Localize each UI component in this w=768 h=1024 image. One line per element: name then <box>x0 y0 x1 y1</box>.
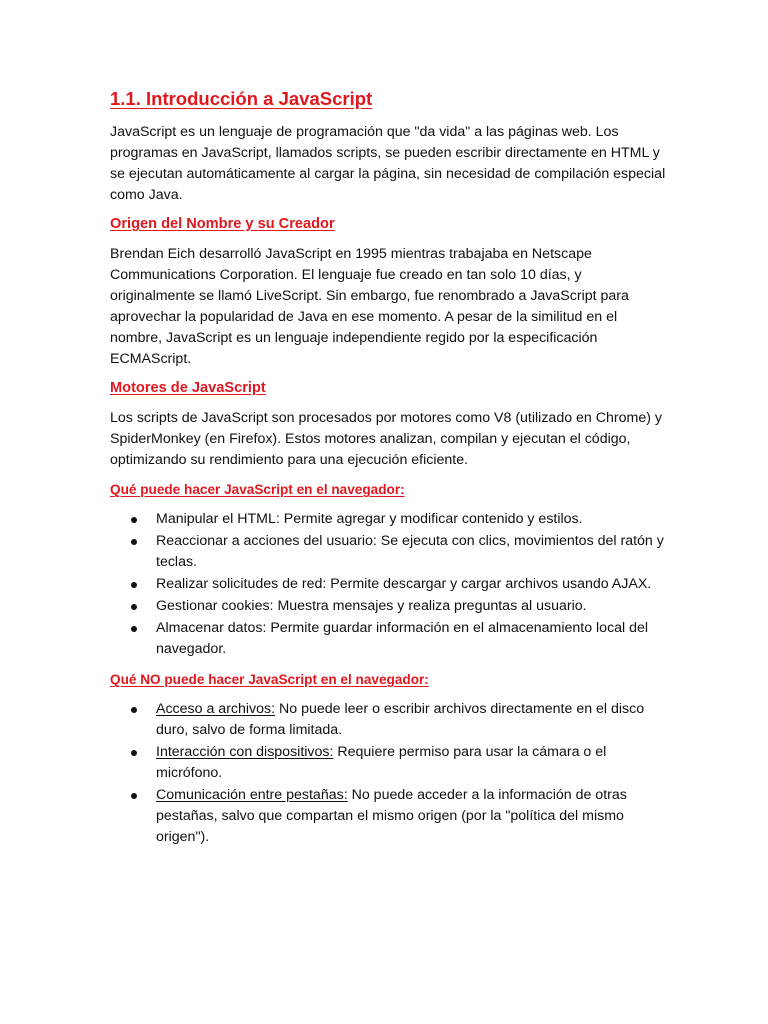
list-item-text: Realizar solicitudes de red: Permite descargar y cargar archivos usando AJAX. <box>156 576 652 592</box>
bullet-icon <box>131 604 137 610</box>
motores-paragraph: Los scripts de JavaScript son procesados por motores como V8 (utilizado en Chrome) y SpiderMonkey (en Firefox). Estos motores analizan, compilan y ejecutan el código, optimizando su rendimiento para una ejecución eficiente. <box>110 410 662 468</box>
list-item-text: Gestionar cookies: Muestra mensajes y realiza preguntas al usuario. <box>156 598 587 614</box>
list-item-text: Requiere permiso para usar la cámara o el micrófono. <box>156 744 607 781</box>
origen-paragraph: Brendan Eich desarrolló JavaScript en 1995 mientras trabajaba en Netscape Communications Corporation. El lenguaje fue creado en tan solo 10 días, y originalmente se llamó LiveScript. Sin embargo, fue renombrado a JavaScript para aprovechar la popularidad de Java en ese momento. A pesar de la similitud en el nombre, JavaScript es un lenguaje independiente regido por la especificación ECMAScript. <box>110 246 629 367</box>
intro-paragraph: JavaScript es un lenguaje de programación que "da vida" a las páginas web. Los programas en JavaScript, llamados scripts, se pueden escribir directamente en HTML y se ejecutan automáticamente al cargar la página, sin necesidad de compilación especial como Java. <box>110 124 666 203</box>
list-item <box>156 596 668 617</box>
bullet-icon <box>131 517 137 523</box>
list-item <box>156 531 668 573</box>
list-item <box>156 699 668 741</box>
bullet-icon <box>131 539 137 545</box>
list-item-text: Almacenar datos: Permite guardar información en el almacenamiento local del navegador. <box>156 620 649 657</box>
origen-heading: Origen del Nombre y su Creador <box>110 216 335 232</box>
bullet-icon <box>131 582 137 588</box>
list-item-term: Interacción con dispositivos: <box>156 744 334 760</box>
list-item <box>156 742 668 784</box>
puede-heading: Qué puede hacer JavaScript en el navegador: <box>110 482 405 497</box>
list-item-text: Manipular el HTML: Permite agregar y modificar contenido y estilos. <box>156 511 583 527</box>
no-puede-list <box>110 699 668 848</box>
document-title: 1.1. Introducción a JavaScript <box>110 88 373 109</box>
list-item-term: Comunicación entre pestañas: <box>156 787 348 803</box>
bullet-icon <box>131 750 137 756</box>
list-item-text: Reaccionar a acciones del usuario: Se ejecuta con clics, movimientos del ratón y teclas. <box>156 533 664 570</box>
list-item-text: No puede leer o escribir archivos directamente en el disco duro, salvo de forma limitada. <box>156 701 645 738</box>
motores-heading: Motores de JavaScript <box>110 380 266 396</box>
list-item <box>156 618 668 660</box>
no-puede-heading: Qué NO puede hacer JavaScript en el navegador: <box>110 672 429 687</box>
list-item <box>156 574 668 595</box>
puede-list <box>110 509 668 660</box>
list-item <box>156 785 668 848</box>
bullet-icon <box>131 707 137 713</box>
list-item-term: Acceso a archivos: <box>156 701 276 717</box>
list-item <box>156 509 668 530</box>
list-item-text: No puede acceder a la información de otras pestañas, salvo que compartan el mismo origen (por la "política del mismo origen"). <box>156 787 627 845</box>
bullet-icon <box>131 793 137 799</box>
bullet-icon <box>131 626 137 632</box>
